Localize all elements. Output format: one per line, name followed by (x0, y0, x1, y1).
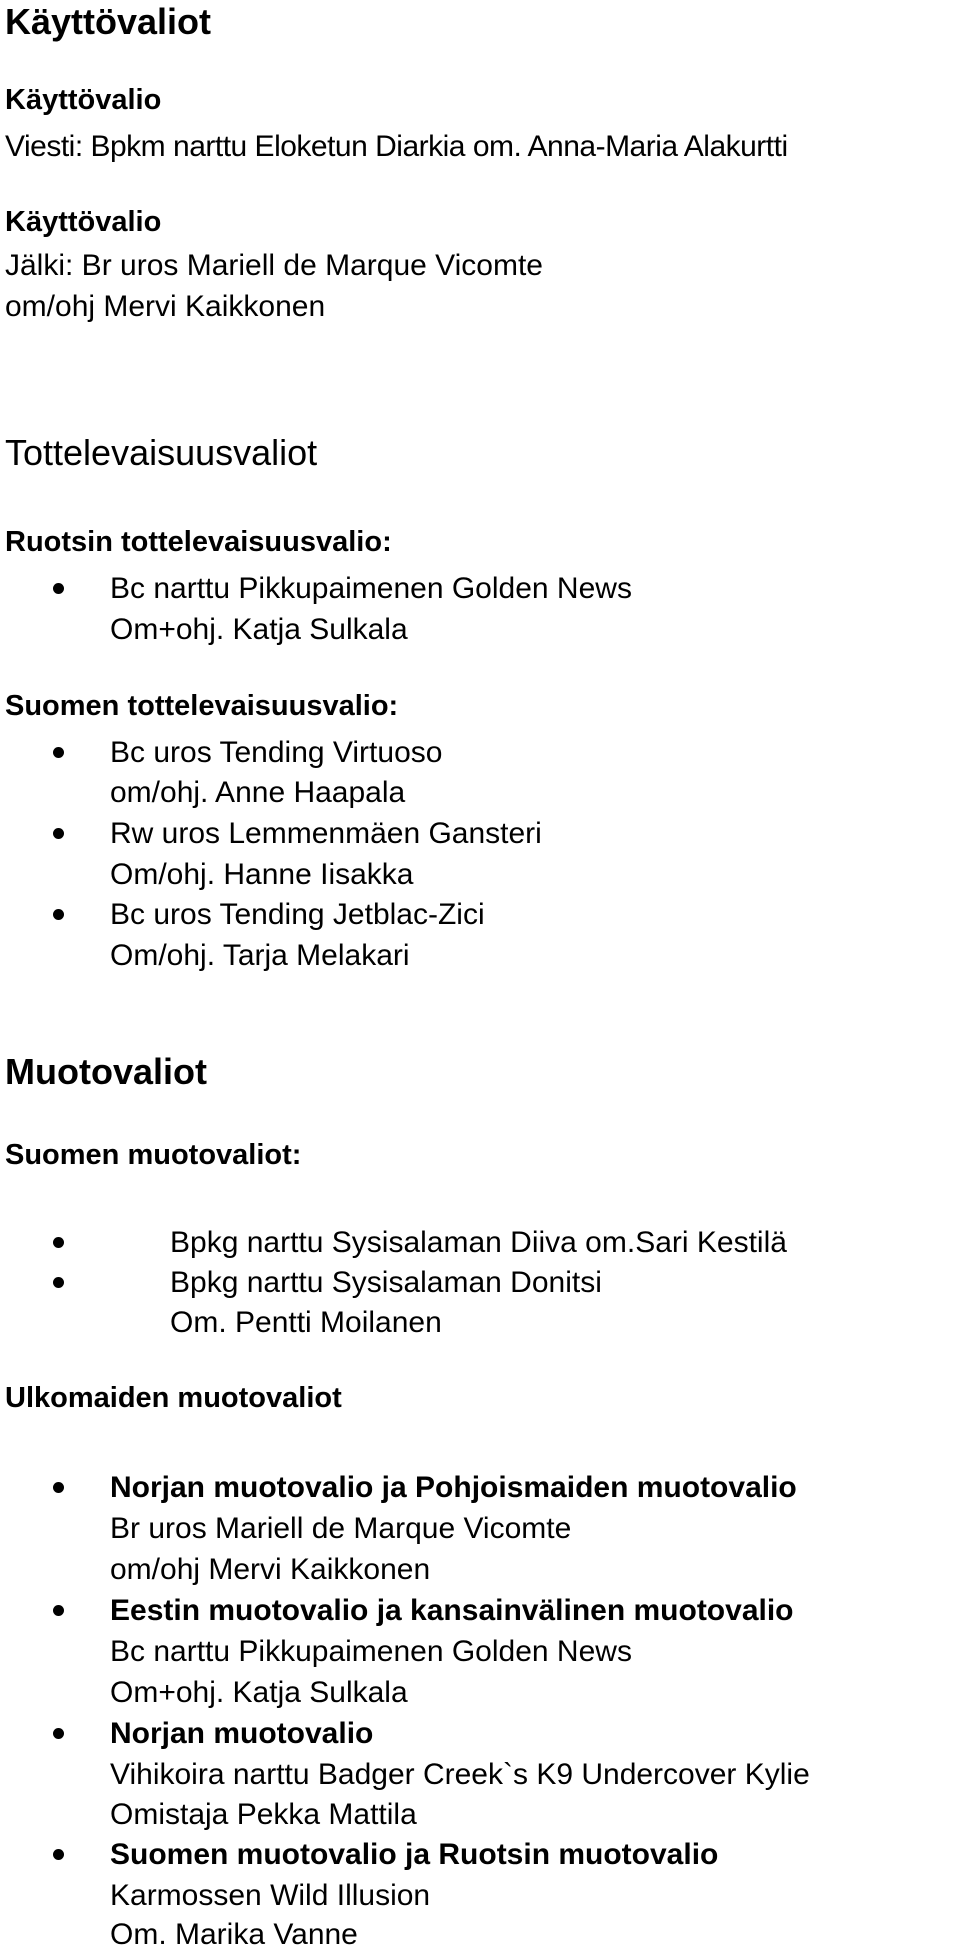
ulko-dog-2: Bc narttu Pikkupaimenen Golden News (110, 1635, 632, 1668)
suomi-totte-owner-3: Om/ohj. Tarja Melakari (110, 939, 410, 972)
bullet-icon (53, 1605, 64, 1616)
ulko-dog-1: Br uros Mariell de Marque Vicomte (110, 1512, 572, 1545)
suomi-muoto-owner-2: Om. Pentti Moilanen (170, 1306, 442, 1339)
ulko-owner-2: Om+ohj. Katja Sulkala (110, 1676, 408, 1709)
section-heading-tottelevaisuusvaliot: Tottelevaisuusvaliot (5, 432, 318, 473)
ulko-dog-4: Karmossen Wild Illusion (110, 1879, 431, 1912)
bullet-icon (53, 1277, 64, 1288)
bullet-icon (53, 747, 64, 758)
section-heading-muotovaliot: Muotovaliot (5, 1051, 207, 1092)
kayttovalio-title-2: Käyttövalio (5, 206, 162, 238)
ulkomaiden-muotovaliot-title: Ulkomaiden muotovaliot (5, 1382, 342, 1414)
kayttovalio-title-1: Käyttövalio (5, 84, 162, 116)
suomi-totte-owner-2: Om/ohj. Hanne Iisakka (110, 858, 414, 891)
ulko-owner-1: om/ohj Mervi Kaikkonen (110, 1553, 431, 1586)
ruotsin-tottelevaisuusvalio-title: Ruotsin tottelevaisuusvalio: (5, 526, 392, 558)
ulko-dog-3: Vihikoira narttu Badger Creek`s K9 Undercover Kylie (110, 1758, 810, 1791)
kayttovalio-line-2b: om/ohj Mervi Kaikkonen (5, 290, 326, 323)
ruotsi-dog-1: Bc narttu Pikkupaimenen Golden News (110, 572, 632, 605)
bullet-icon (53, 1849, 64, 1860)
ulko-title-3: Norjan muotovalio (110, 1717, 374, 1750)
bullet-icon (53, 583, 64, 594)
suomen-muotovaliot-title: Suomen muotovaliot: (5, 1139, 302, 1171)
ulko-title-4: Suomen muotovalio ja Ruotsin muotovalio (110, 1838, 719, 1871)
suomi-totte-dog-3: Bc uros Tending Jetblac-Zici (110, 898, 485, 931)
suomi-totte-dog-1: Bc uros Tending Virtuoso (110, 736, 443, 769)
bullet-icon (53, 1728, 64, 1739)
suomen-tottelevaisuusvalio-title: Suomen tottelevaisuusvalio: (5, 690, 399, 722)
kayttovalio-line-1: Viesti: Bpkm narttu Eloketun Diarkia om. Anna-Maria Alakurtti (5, 130, 788, 163)
ulko-title-2: Eestin muotovalio ja kansainvälinen muotovalio (110, 1594, 794, 1627)
section-heading-kayttovaliot: Käyttövaliot (5, 1, 212, 42)
ulko-owner-4: Om. Marika Vanne (110, 1918, 358, 1951)
suomi-totte-owner-1: om/ohj. Anne Haapala (110, 776, 406, 809)
ulko-owner-3: Omistaja Pekka Mattila (110, 1798, 417, 1831)
ulko-title-1: Norjan muotovalio ja Pohjoismaiden muotovalio (110, 1471, 797, 1504)
kayttovalio-line-2a: Jälki: Br uros Mariell de Marque Vicomte (5, 249, 543, 282)
bullet-icon (53, 828, 64, 839)
bullet-icon (53, 1237, 64, 1248)
suomi-muoto-dog-2: Bpkg narttu Sysisalaman Donitsi (170, 1266, 602, 1299)
ruotsi-owner-1: Om+ohj. Katja Sulkala (110, 613, 408, 646)
bullet-icon (53, 909, 64, 920)
suomi-totte-dog-2: Rw uros Lemmenmäen Gansteri (110, 817, 542, 850)
suomi-muoto-dog-1: Bpkg narttu Sysisalaman Diiva om.Sari Kestilä (170, 1226, 787, 1259)
bullet-icon (53, 1482, 64, 1493)
